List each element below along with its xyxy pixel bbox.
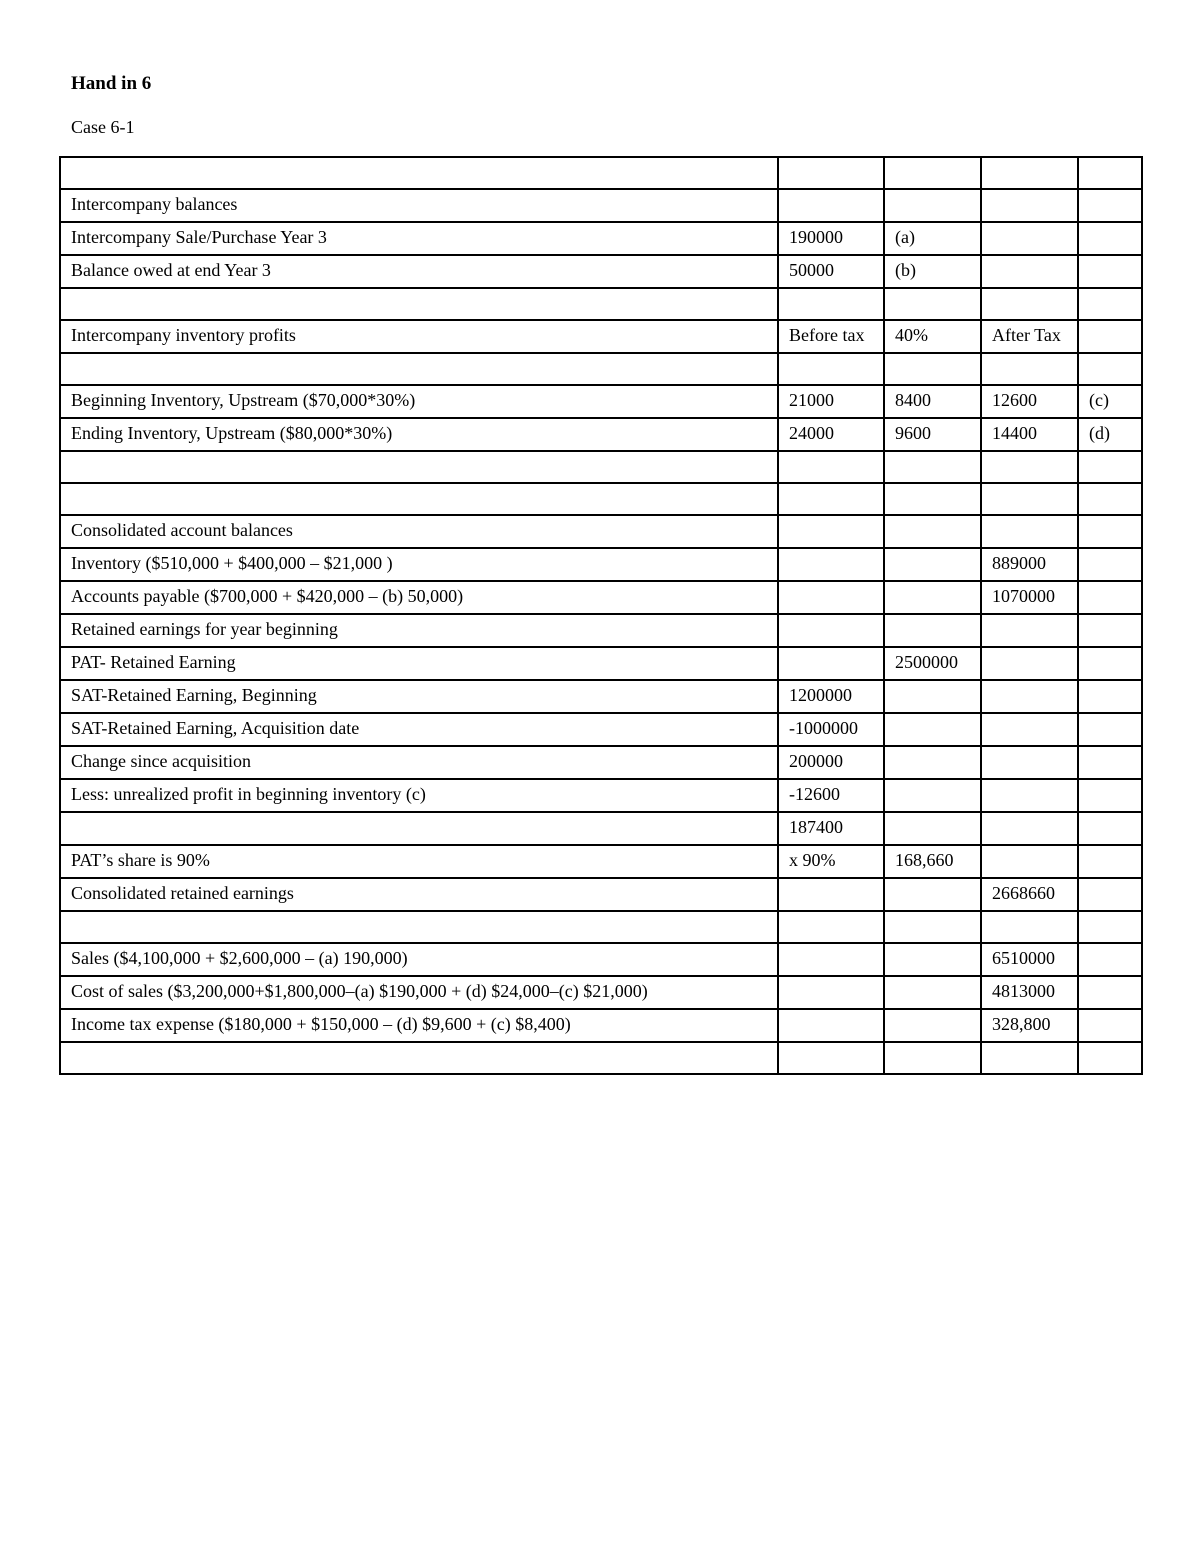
before-tax-cell: 21000: [778, 385, 884, 418]
after-tax-cell: [981, 483, 1078, 515]
description-cell: Change since acquisition: [60, 746, 778, 779]
table-row: [60, 812, 1142, 845]
after-tax-cell: 6510000: [981, 943, 1078, 976]
table-row: [60, 320, 1142, 353]
tax-cell: (a): [884, 222, 981, 255]
after-tax-cell: [981, 255, 1078, 288]
after-tax-cell: [981, 614, 1078, 647]
table-row: [60, 418, 1142, 451]
after-tax-cell: [981, 353, 1078, 385]
tax-cell: [884, 451, 981, 483]
tax-cell: [884, 680, 981, 713]
description-cell: SAT-Retained Earning, Beginning: [60, 680, 778, 713]
table-row: [60, 680, 1142, 713]
table-row: [60, 451, 1142, 483]
before-tax-cell: [778, 911, 884, 943]
after-tax-cell: [981, 713, 1078, 746]
ref-cell: [1078, 878, 1142, 911]
ref-cell: [1078, 911, 1142, 943]
table-row: [60, 779, 1142, 812]
tax-cell: [884, 614, 981, 647]
before-tax-cell: [778, 157, 884, 189]
tax-cell: [884, 548, 981, 581]
document-title: Hand in 6: [71, 73, 152, 94]
before-tax-cell: [778, 614, 884, 647]
after-tax-cell: [981, 515, 1078, 548]
table-row: [60, 189, 1142, 222]
description-cell: Intercompany Sale/Purchase Year 3: [60, 222, 778, 255]
description-cell: Ending Inventory, Upstream ($80,000*30%): [60, 418, 778, 451]
ref-cell: (d): [1078, 418, 1142, 451]
before-tax-cell: -12600: [778, 779, 884, 812]
after-tax-cell: [981, 157, 1078, 189]
tax-cell: [884, 976, 981, 1009]
tax-cell: 8400: [884, 385, 981, 418]
ref-cell: [1078, 680, 1142, 713]
after-tax-cell: 4813000: [981, 976, 1078, 1009]
description-cell: PAT- Retained Earning: [60, 647, 778, 680]
ref-cell: [1078, 157, 1142, 189]
table-row: [60, 911, 1142, 943]
description-cell: Sales ($4,100,000 + $2,600,000 – (a) 190,000): [60, 943, 778, 976]
before-tax-cell: 1200000: [778, 680, 884, 713]
ref-cell: [1078, 647, 1142, 680]
before-tax-cell: [778, 353, 884, 385]
tax-cell: [884, 779, 981, 812]
after-tax-cell: [981, 680, 1078, 713]
before-tax-cell: 200000: [778, 746, 884, 779]
tax-cell: [884, 581, 981, 614]
table-row: [60, 515, 1142, 548]
description-cell: Balance owed at end Year 3: [60, 255, 778, 288]
tax-cell: (b): [884, 255, 981, 288]
table-row: [60, 943, 1142, 976]
ref-cell: [1078, 548, 1142, 581]
tax-cell: [884, 746, 981, 779]
after-tax-cell: [981, 911, 1078, 943]
before-tax-cell: 50000: [778, 255, 884, 288]
tax-cell: [884, 288, 981, 320]
description-cell: Accounts payable ($700,000 + $420,000 – (b) 50,000): [60, 581, 778, 614]
before-tax-cell: [778, 976, 884, 1009]
after-tax-cell: 14400: [981, 418, 1078, 451]
ref-cell: [1078, 320, 1142, 353]
ref-cell: [1078, 812, 1142, 845]
tax-cell: 168,660: [884, 845, 981, 878]
after-tax-cell: [981, 451, 1078, 483]
before-tax-cell: [778, 1009, 884, 1042]
ref-cell: [1078, 451, 1142, 483]
before-tax-cell: [778, 878, 884, 911]
description-cell: Consolidated account balances: [60, 515, 778, 548]
before-tax-cell: [778, 548, 884, 581]
description-cell: [60, 157, 778, 189]
after-tax-cell: 889000: [981, 548, 1078, 581]
description-cell: [60, 1042, 778, 1074]
before-tax-cell: [778, 581, 884, 614]
tax-cell: [884, 157, 981, 189]
ref-cell: [1078, 353, 1142, 385]
table-row: [60, 483, 1142, 515]
ref-cell: [1078, 1009, 1142, 1042]
description-cell: [60, 812, 778, 845]
case-label: Case 6-1: [71, 117, 135, 137]
table-row: [60, 647, 1142, 680]
before-tax-cell: x 90%: [778, 845, 884, 878]
ref-cell: [1078, 288, 1142, 320]
ref-cell: [1078, 943, 1142, 976]
tax-cell: [884, 189, 981, 222]
after-tax-cell: [981, 288, 1078, 320]
before-tax-cell: [778, 189, 884, 222]
ref-cell: [1078, 614, 1142, 647]
before-tax-cell: [778, 1042, 884, 1074]
ref-cell: [1078, 746, 1142, 779]
after-tax-cell: [981, 812, 1078, 845]
tax-cell: [884, 1009, 981, 1042]
table-row: [60, 746, 1142, 779]
before-tax-cell: [778, 515, 884, 548]
ref-cell: (c): [1078, 385, 1142, 418]
table-row: [60, 353, 1142, 385]
table-row: [60, 581, 1142, 614]
tax-cell: [884, 515, 981, 548]
description-cell: Income tax expense ($180,000 + $150,000 – (d) $9,600 + (c) $8,400): [60, 1009, 778, 1042]
tax-cell: [884, 713, 981, 746]
ref-cell: [1078, 713, 1142, 746]
description-cell: Intercompany balances: [60, 189, 778, 222]
after-tax-cell: [981, 222, 1078, 255]
table-row: [60, 222, 1142, 255]
tax-cell: 40%: [884, 320, 981, 353]
table-row: [60, 157, 1142, 189]
table-row: [60, 548, 1142, 581]
description-cell: Cost of sales ($3,200,000+$1,800,000–(a) $190,000 + (d) $24,000–(c) $21,000): [60, 976, 778, 1009]
table-row: [60, 1042, 1142, 1074]
ref-cell: [1078, 189, 1142, 222]
tax-cell: 2500000: [884, 647, 981, 680]
after-tax-cell: [981, 189, 1078, 222]
table-row: [60, 255, 1142, 288]
ref-cell: [1078, 581, 1142, 614]
ref-cell: [1078, 1042, 1142, 1074]
before-tax-cell: [778, 483, 884, 515]
after-tax-cell: 1070000: [981, 581, 1078, 614]
after-tax-cell: [981, 779, 1078, 812]
tax-cell: [884, 911, 981, 943]
description-cell: Inventory ($510,000 + $400,000 – $21,000 ): [60, 548, 778, 581]
description-cell: Beginning Inventory, Upstream ($70,000*30%): [60, 385, 778, 418]
before-tax-cell: 187400: [778, 812, 884, 845]
after-tax-cell: 2668660: [981, 878, 1078, 911]
description-cell: Less: unrealized profit in beginning inventory (c): [60, 779, 778, 812]
after-tax-cell: [981, 1042, 1078, 1074]
tax-cell: [884, 1042, 981, 1074]
before-tax-cell: [778, 451, 884, 483]
tax-cell: [884, 353, 981, 385]
before-tax-cell: 190000: [778, 222, 884, 255]
tax-cell: [884, 878, 981, 911]
tax-cell: [884, 943, 981, 976]
ref-cell: [1078, 222, 1142, 255]
after-tax-cell: [981, 845, 1078, 878]
table-row: [60, 976, 1142, 1009]
ref-cell: [1078, 255, 1142, 288]
consolidation-table: [59, 156, 1143, 1075]
description-cell: Consolidated retained earnings: [60, 878, 778, 911]
description-cell: PAT’s share is 90%: [60, 845, 778, 878]
before-tax-cell: [778, 647, 884, 680]
table-row: [60, 1009, 1142, 1042]
before-tax-cell: [778, 288, 884, 320]
description-cell: [60, 288, 778, 320]
before-tax-cell: -1000000: [778, 713, 884, 746]
tax-cell: [884, 812, 981, 845]
after-tax-cell: 12600: [981, 385, 1078, 418]
table-row: [60, 713, 1142, 746]
table-row: [60, 614, 1142, 647]
description-cell: [60, 483, 778, 515]
before-tax-cell: [778, 943, 884, 976]
ref-cell: [1078, 845, 1142, 878]
tax-cell: 9600: [884, 418, 981, 451]
table-row: [60, 845, 1142, 878]
description-cell: [60, 911, 778, 943]
ref-cell: [1078, 779, 1142, 812]
table-row: [60, 878, 1142, 911]
tax-cell: [884, 483, 981, 515]
table-row: [60, 385, 1142, 418]
ref-cell: [1078, 483, 1142, 515]
after-tax-cell: After Tax: [981, 320, 1078, 353]
description-cell: Retained earnings for year beginning: [60, 614, 778, 647]
ref-cell: [1078, 515, 1142, 548]
description-cell: [60, 451, 778, 483]
after-tax-cell: [981, 647, 1078, 680]
after-tax-cell: 328,800: [981, 1009, 1078, 1042]
before-tax-cell: 24000: [778, 418, 884, 451]
table-row: [60, 288, 1142, 320]
ref-cell: [1078, 976, 1142, 1009]
description-cell: Intercompany inventory profits: [60, 320, 778, 353]
description-cell: [60, 353, 778, 385]
before-tax-cell: Before tax: [778, 320, 884, 353]
description-cell: SAT-Retained Earning, Acquisition date: [60, 713, 778, 746]
after-tax-cell: [981, 746, 1078, 779]
